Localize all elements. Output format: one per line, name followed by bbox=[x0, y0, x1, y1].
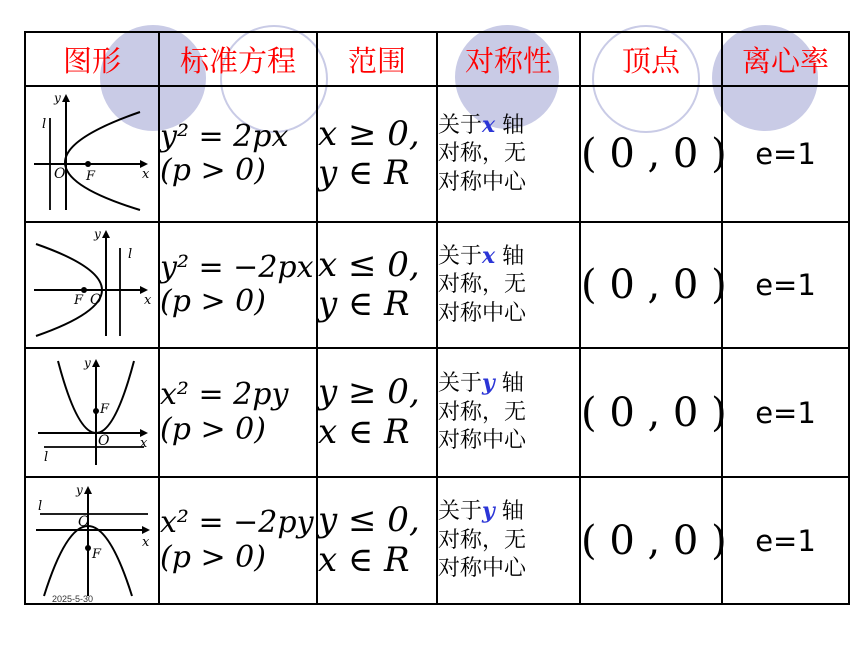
parabola-properties-table bbox=[24, 31, 850, 605]
header-equation: 标准方程 bbox=[159, 32, 317, 86]
header-vertex: 顶点 bbox=[580, 32, 722, 86]
graph-label-origin: O bbox=[78, 513, 90, 530]
symmetry-suffix: 轴 bbox=[494, 371, 524, 397]
eccentricity-cell: e=1 bbox=[722, 222, 849, 348]
range-cell bbox=[317, 222, 437, 348]
symmetry-axis-var: y bbox=[482, 370, 495, 397]
graph-label-origin: O bbox=[54, 166, 66, 182]
graph-cell bbox=[25, 222, 159, 348]
equation-cell bbox=[159, 477, 317, 604]
equation-cell bbox=[159, 348, 317, 477]
symmetry-prefix: 关于 bbox=[438, 243, 483, 269]
equation-cell bbox=[159, 222, 317, 348]
symmetry-line-1 bbox=[438, 497, 579, 527]
graph-label-origin: O bbox=[98, 432, 110, 449]
range-cell bbox=[317, 348, 437, 477]
eccentricity-cell: e=1 bbox=[722, 477, 849, 604]
symmetry-prefix: 关于 bbox=[438, 499, 483, 525]
symmetry-line-2: 对称，无 bbox=[438, 399, 527, 425]
symmetry-line-3: 对称中心 bbox=[438, 556, 527, 582]
header-row bbox=[25, 32, 849, 86]
graph-label-origin: O bbox=[90, 292, 102, 308]
graph-label-focus: F bbox=[92, 546, 102, 562]
symmetry-cell bbox=[437, 86, 580, 222]
header-symmetry: 对称性 bbox=[437, 32, 580, 86]
graph-label-x: x bbox=[144, 293, 152, 308]
graph-label-y: y bbox=[76, 482, 83, 497]
graph-label-focus: F bbox=[100, 401, 110, 417]
symmetry-line-1 bbox=[438, 242, 579, 272]
symmetry-suffix: 轴 bbox=[494, 499, 524, 525]
symmetry-line-2: 对称，无 bbox=[438, 141, 527, 167]
symmetry-axis-var: x bbox=[482, 111, 496, 138]
vertex-cell: ( 0 , 0 ) bbox=[580, 477, 722, 604]
graph-label-directrix: l bbox=[42, 117, 47, 132]
range-secondary: x ∈ R bbox=[318, 411, 410, 452]
parabola-opens-right-graph bbox=[28, 88, 156, 216]
vertex-cell: ( 0 , 0 ) bbox=[580, 348, 722, 477]
symmetry-line-3: 对称中心 bbox=[438, 169, 527, 195]
range-primary: y ≥ 0, bbox=[318, 372, 420, 413]
range-secondary: x ∈ R bbox=[318, 539, 410, 580]
symmetry-line-1 bbox=[438, 111, 579, 141]
equation: x² = 2py bbox=[160, 377, 289, 412]
graph-cell bbox=[25, 477, 159, 604]
equation-condition: (p > 0) bbox=[160, 411, 266, 447]
symmetry-axis-var: x bbox=[482, 242, 496, 269]
symmetry-suffix: 轴 bbox=[495, 112, 525, 138]
equation-condition: (p > 0) bbox=[160, 284, 266, 319]
symmetry-cell bbox=[437, 477, 580, 604]
symmetry-suffix: 轴 bbox=[495, 243, 525, 269]
graph-cell bbox=[25, 348, 159, 477]
graph-label-x: x bbox=[140, 435, 148, 451]
symmetry-line-2: 对称，无 bbox=[438, 527, 527, 553]
graph-label-y: y bbox=[94, 227, 101, 241]
symmetry-prefix: 关于 bbox=[438, 371, 483, 397]
eccentricity-cell: e=1 bbox=[722, 348, 849, 477]
range-cell bbox=[317, 477, 437, 604]
equation-condition: (p > 0) bbox=[160, 153, 266, 188]
graph-label-directrix: l bbox=[44, 449, 49, 465]
equation: y² = 2px bbox=[160, 118, 289, 154]
symmetry-cell bbox=[437, 222, 580, 348]
eccentricity-cell: e=1 bbox=[722, 86, 849, 222]
header-graph: 图形 bbox=[25, 32, 159, 86]
table-row bbox=[25, 477, 849, 604]
range-primary: y ≤ 0, bbox=[318, 500, 420, 541]
vertex-cell: ( 0 , 0 ) bbox=[580, 86, 722, 222]
graph-label-y: y bbox=[84, 355, 91, 370]
parabola-opens-up-graph bbox=[28, 351, 156, 471]
table-row bbox=[25, 348, 849, 477]
range-cell bbox=[317, 86, 437, 222]
graph-cell bbox=[25, 86, 159, 222]
graph-label-directrix: l bbox=[128, 247, 133, 262]
equation-cell bbox=[159, 86, 317, 222]
header-range: 范围 bbox=[317, 32, 437, 86]
symmetry-line-3: 对称中心 bbox=[438, 428, 527, 454]
graph-label-directrix: l bbox=[38, 498, 43, 514]
parabola-opens-down-graph bbox=[28, 480, 156, 598]
symmetry-line-2: 对称，无 bbox=[438, 272, 527, 298]
symmetry-line-1 bbox=[438, 369, 579, 399]
vertex-cell: ( 0 , 0 ) bbox=[580, 222, 722, 348]
graph-label-y: y bbox=[54, 91, 61, 105]
symmetry-line-3: 对称中心 bbox=[438, 300, 527, 326]
equation: y² = −2px bbox=[160, 249, 314, 285]
symmetry-prefix: 关于 bbox=[438, 112, 483, 138]
footer-date: 2025-5-30 bbox=[52, 594, 94, 604]
range-secondary: y ∈ R bbox=[318, 284, 410, 324]
graph-label-x: x bbox=[142, 167, 150, 182]
table-row bbox=[25, 86, 849, 222]
table-row bbox=[25, 222, 849, 348]
equation: x² = −2py bbox=[160, 505, 314, 540]
symmetry-cell bbox=[437, 348, 580, 477]
graph-label-focus: F bbox=[74, 293, 84, 308]
graph-label-x: x bbox=[142, 534, 150, 550]
symmetry-axis-var: y bbox=[482, 498, 495, 525]
equation-condition: (p > 0) bbox=[160, 539, 266, 575]
parabola-opens-left-graph bbox=[28, 224, 156, 342]
range-primary: x ≥ 0, bbox=[318, 113, 420, 154]
range-primary: x ≤ 0, bbox=[318, 244, 420, 285]
graph-label-focus: F bbox=[86, 169, 96, 184]
range-secondary: y ∈ R bbox=[318, 153, 410, 193]
header-eccentricity: 离心率 bbox=[722, 32, 849, 86]
